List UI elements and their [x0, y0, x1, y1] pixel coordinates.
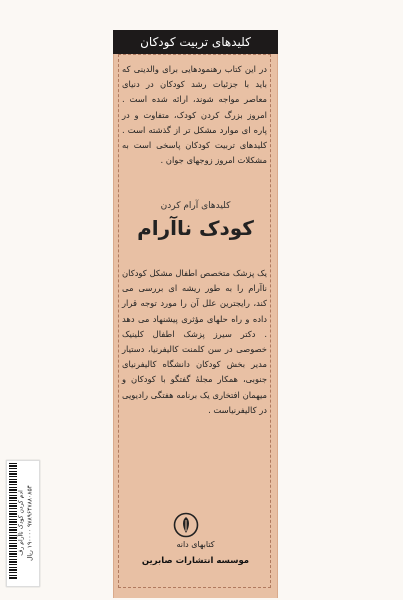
price-sticker	[6, 460, 40, 587]
publisher-logo-icon	[173, 512, 199, 538]
series-title: کلیدهای تربیت کودکان	[140, 35, 251, 49]
description-paragraph: یک پزشک متخصص اطفال مشکل کودکان ناآرام را به طور ریشه ای بررسی می کند، رایجترین علل آن را مورد توجه قرار داده و راه حلهای مؤثری پیشنهاد می دهد . دکتر سیرز پزشک اطفال کلینیک خصوصی در سن کلمنت کالیفرنیا، دستیار مدیر بخش کودکان دانشگاه کالیفرنیای جنوبی، همکار مجلهٔ گفتگو با کودکان و میهمان افتخاری یک برنامه هفتگی رادیویی در کالیفرنیاست .	[122, 268, 267, 415]
publisher-name: موسسه انتشارات صابرین	[141, 556, 250, 566]
imprint-name: کتابهای دانه	[176, 540, 215, 549]
intro-paragraph: در این کتاب رهنمودهایی برای والدینی که باید با جزئیات رشد کودکان در دنیای معاصر مواجه شوند، ارائه شده است . امروز بزرگ کردن کودک، متفاوت و در پاره ای موارد مشکل تر از گذشته است . کلیدهای تربیت کودکان پاسخی است به مشکلات امروز زوجهای جوان .	[122, 64, 267, 166]
series-header	[113, 30, 278, 54]
book-title: کودک ناآرام	[137, 216, 254, 240]
sticker-title: ادم کردن کودک ناآرام رف	[17, 490, 25, 556]
barcode-icon	[9, 463, 17, 580]
book-subtitle: کلیدهای آرام کردن	[160, 201, 231, 211]
sticker-isbn-price: ۹۷۸۹۶۴۷۸۸۰۸۵۴ ۱۹۰۰۰۰ ریال	[26, 485, 34, 561]
